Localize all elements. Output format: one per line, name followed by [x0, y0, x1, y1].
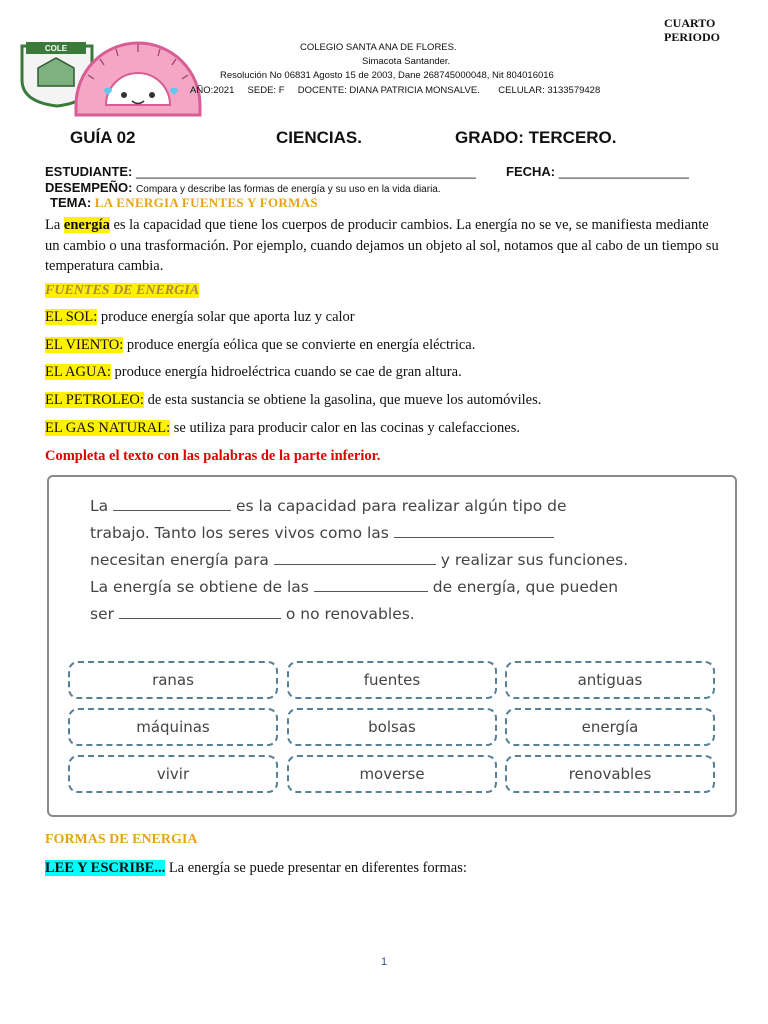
exercise-line: La energía se obtiene de las de energía, que pueden: [90, 578, 619, 596]
performance-label: DESEMPEÑO:: [45, 180, 133, 195]
instruction-text: Completa el texto con las palabras de la parte inferior.: [45, 448, 381, 464]
exercise-line: necesitan energía para y realizar sus funciones.: [90, 551, 629, 569]
source-item: [45, 420, 520, 437]
subject-title: CIENCIAS.: [276, 128, 362, 147]
intro-paragraph: [45, 215, 725, 277]
word-chip[interactable]: bolsas: [287, 708, 497, 746]
intro-text: es la capacidad que tiene los cuerpos de producir cambios. La energía no se ve, se manifiesta mediante un cambio o una trasformación. Por ejemplo, cuando dejamos un objeto al sol, notamos que al cabo de un tiempo su temperatura cambia.: [45, 217, 719, 274]
source-label: EL VIENTO:: [45, 337, 124, 353]
date-line: __________________: [558, 164, 689, 179]
topic-text: LA ENERGIA FUENTES Y FORMAS: [94, 195, 318, 210]
blank-field[interactable]: [314, 577, 428, 592]
info-line: AÑO:2021 SEDE: F DOCENTE: DIANA PATRICIA MONSALVE. CELULAR: 3133579428: [190, 85, 601, 96]
page-number: 1: [380, 956, 388, 968]
source-text: produce energía solar que aporta luz y calor: [97, 309, 355, 325]
word-chip[interactable]: moverse: [287, 755, 497, 793]
forms-text: La energía se puede presentar en diferentes formas:: [165, 860, 467, 876]
source-label: EL SOL:: [45, 309, 98, 325]
source-text: de esta sustancia se obtiene la gasolina, que mueve los automóviles.: [143, 392, 542, 408]
source-item: [45, 364, 462, 381]
source-text: se utiliza para producir calor en las cocinas y calefacciones.: [170, 420, 520, 436]
student-field[interactable]: [45, 164, 476, 179]
word-chip[interactable]: energía: [505, 708, 715, 746]
resolution-line: Resolución No 06831 Agosto 15 de 2003, Dane 268745000048, Nit 804016016: [220, 70, 554, 81]
word-chip[interactable]: fuentes: [287, 661, 497, 699]
word-chip[interactable]: vivir: [68, 755, 278, 793]
intro-lead: La: [45, 217, 61, 233]
blank-field[interactable]: [119, 604, 281, 619]
source-item: [45, 309, 355, 326]
source-label: EL AGUA:: [45, 364, 111, 380]
exercise-line: La es la capacidad para realizar algún tipo de: [90, 497, 567, 515]
forms-heading: FORMAS DE ENERGIA: [45, 832, 198, 847]
exercise-line: trabajo. Tanto los seres vivos como las: [90, 523, 554, 542]
blank-field[interactable]: [394, 523, 554, 538]
sources-heading: [45, 281, 199, 299]
blank-field[interactable]: [113, 496, 231, 511]
date-label: FECHA:: [506, 164, 556, 179]
intro-keyword: energía: [63, 217, 110, 233]
word-chip[interactable]: antiguas: [505, 661, 715, 699]
sources-heading-text: FUENTES DE ENERGIA: [45, 283, 200, 298]
source-label: EL PETROLEO:: [45, 392, 144, 408]
source-text: produce energía hidroeléctrica cuando se cae de gran altura.: [110, 364, 462, 380]
ruler-sticker-image: [70, 35, 205, 120]
forms-intro: [45, 860, 467, 877]
guide-title: GUÍA 02: [70, 128, 136, 147]
performance-row: [45, 180, 441, 195]
exercise-line: ser o no renovables.: [90, 605, 415, 623]
topic-row: [50, 195, 318, 211]
performance-text: Compara y describe las formas de energía y su uso en la vida diaria.: [136, 184, 441, 195]
period-label: CUARTO PERIODO: [664, 16, 721, 44]
word-chip[interactable]: máquinas: [68, 708, 278, 746]
word-chip[interactable]: ranas: [68, 661, 278, 699]
date-field[interactable]: [506, 164, 689, 179]
source-text: produce energía eólica que se convierte en energía eléctrica.: [123, 337, 476, 353]
source-label: EL GAS NATURAL:: [45, 420, 171, 436]
forms-lead: LEE Y ESCRIBE...: [45, 860, 166, 876]
student-label: ESTUDIANTE:: [45, 164, 133, 179]
source-item: [45, 337, 475, 354]
school-location: Simacota Santander.: [362, 56, 451, 67]
source-item: [45, 392, 541, 409]
blank-field[interactable]: [274, 550, 436, 565]
grade-title: GRADO: TERCERO.: [455, 128, 617, 147]
word-chip[interactable]: renovables: [505, 755, 715, 793]
topic-label: TEMA:: [50, 195, 92, 210]
student-line: _______________________________________________: [136, 164, 476, 179]
logo-text: COLE: [44, 44, 68, 53]
school-name: COLEGIO SANTA ANA DE FLORES.: [300, 42, 457, 53]
